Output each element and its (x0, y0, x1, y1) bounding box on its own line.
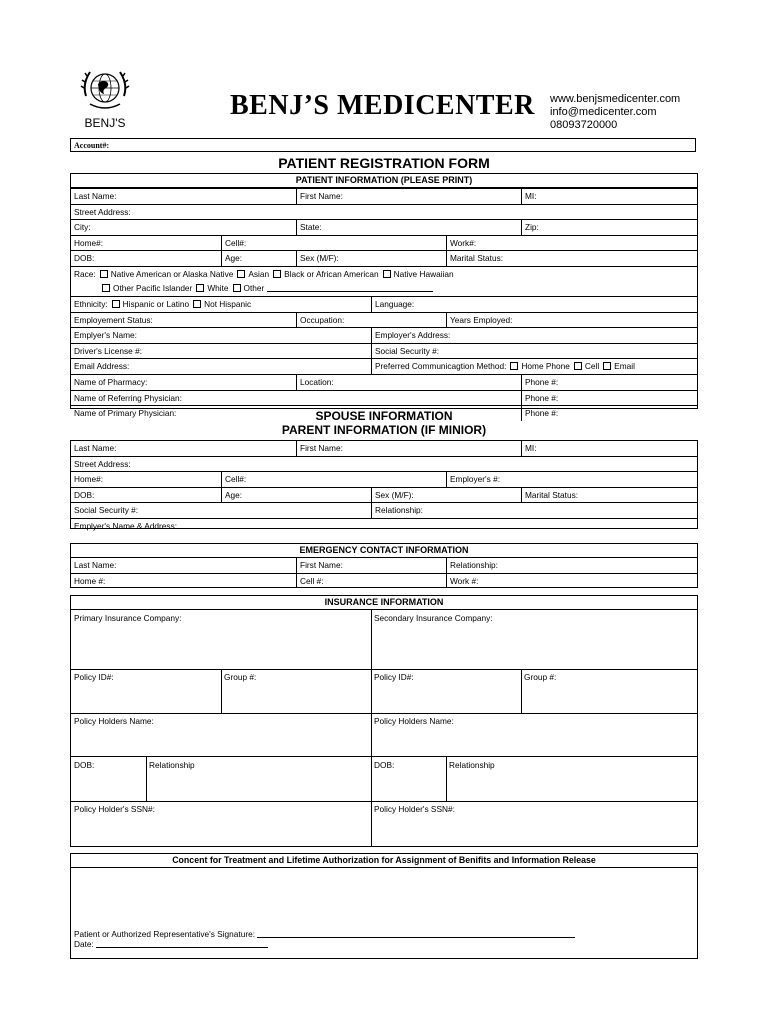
consent-section (70, 853, 698, 959)
patient-ssn[interactable]: Social Security #: (371, 344, 697, 359)
primary-holder-relationship[interactable]: Relationship (149, 760, 195, 770)
patient-email[interactable]: Email Address: (74, 361, 130, 372)
spouse-row-name (71, 441, 697, 456)
patient-location[interactable]: Location: (296, 375, 521, 390)
emergency-row-name (71, 558, 697, 573)
patient-occupation[interactable]: Occupation: (296, 313, 446, 328)
patient-age[interactable]: Age: (221, 251, 296, 266)
ethnicity-option-1: Not Hispanic (204, 298, 252, 309)
patient-years-employed[interactable]: Years Employed: (446, 313, 697, 328)
patient-sex[interactable]: Sex (M/F): (296, 251, 446, 266)
logo-text: BENJ'S (84, 116, 126, 130)
patient-employment[interactable]: Employement Status: (74, 314, 153, 325)
race-checkbox-2[interactable] (273, 270, 281, 278)
method-option-2: Email (614, 361, 635, 372)
spouse-row-dob (71, 487, 697, 503)
patient-mi[interactable]: MI: (521, 189, 697, 204)
primary-holders-name[interactable]: Policy Holders Name: (74, 716, 154, 726)
patient-dob[interactable]: DOB: (74, 253, 95, 264)
race-checkbox-1[interactable] (237, 270, 245, 278)
race-option-2: Black or African American (284, 268, 379, 279)
primary-group[interactable]: Group #: (224, 672, 257, 682)
patient-ethnicity (71, 297, 371, 312)
emergency-section (70, 543, 698, 588)
referring-phone[interactable]: Phone #: (521, 391, 697, 406)
patient-row-employment (71, 312, 697, 328)
spouse-first-name[interactable]: First Name: (296, 441, 521, 456)
pharmacy-phone[interactable]: Phone #: (521, 375, 697, 390)
secondary-holder-relationship[interactable]: Relationship (449, 760, 495, 770)
spouse-title: SPOUSE INFORMATION (315, 409, 453, 423)
primary-physician[interactable]: Name of Primary Physician: (74, 408, 177, 419)
method-checkbox-2[interactable] (603, 362, 611, 370)
patient-row-pharmacy (71, 374, 697, 390)
spouse-row-ssn (71, 502, 697, 518)
race-option-1: Asian (248, 268, 270, 279)
spouse-marital[interactable]: Marital Status: (521, 488, 697, 503)
preferred-method-label: Preferred Communicagtion Method: (375, 361, 507, 372)
patient-license[interactable]: Driver's License #: (74, 345, 142, 356)
patient-row-dob (71, 250, 697, 266)
spouse-sex[interactable]: Sex (M/F): (371, 488, 521, 503)
spouse-age[interactable]: Age: (221, 488, 371, 503)
consent-header: Concent for Treatment and Lifetime Authorization for Assignment of Benifits and Information Release (71, 854, 697, 868)
patient-row-ethnicity (71, 296, 697, 312)
spouse-section (70, 440, 698, 529)
secondary-holder-dob[interactable]: DOB: (374, 760, 395, 770)
patient-employer-address[interactable]: Employer's Address: (371, 328, 697, 343)
race-checkbox-4[interactable] (102, 284, 110, 292)
brand-name: BENJ’S MEDICENTER (230, 90, 535, 121)
patient-row-employer (71, 327, 697, 343)
spouse-relationship[interactable]: Relationship: (371, 503, 697, 518)
method-checkbox-1[interactable] (574, 362, 582, 370)
primary-insurance[interactable]: Primary Insurance Company: (74, 613, 182, 623)
primary-phone[interactable]: Phone #: (521, 406, 697, 421)
patient-marital[interactable]: Marital Status: (446, 251, 697, 266)
ethnicity-checkbox-0[interactable] (112, 300, 120, 308)
emergency-row-phones (71, 573, 697, 589)
patient-header: PATIENT INFORMATION (PLEASE PRINT) (71, 174, 697, 188)
spouse-cell[interactable]: Cell#: (221, 472, 446, 487)
spouse-ssn[interactable]: Social Security #: (74, 505, 139, 516)
ethnicity-label: Ethnicity: (74, 298, 108, 309)
spouse-row-phones (71, 471, 697, 487)
spouse-row-street (71, 456, 697, 472)
date-field[interactable] (96, 947, 268, 948)
secondary-policy-id[interactable]: Policy ID#: (374, 672, 414, 682)
race-label: Race: (74, 268, 96, 279)
race-option-5: White (207, 283, 229, 294)
contact-info (550, 93, 680, 132)
patient-row-referring (71, 390, 697, 406)
patient-street[interactable]: Street Address: (74, 206, 131, 217)
method-checkbox-0[interactable] (510, 362, 518, 370)
primary-holder-dob[interactable]: DOB: (74, 760, 95, 770)
race-checkbox-0[interactable] (100, 270, 108, 278)
parent-title: PARENT INFORMATION (IF MINIOR) (281, 423, 487, 437)
spouse-row-employer (71, 518, 697, 534)
spouse-employer[interactable]: Emplyer's Name & Address: (74, 520, 178, 531)
race-option-3: Native Hawaiian (393, 268, 454, 279)
form-title: PATIENT REGISTRATION FORM (278, 155, 490, 171)
patient-employer-name[interactable]: Emplyer's Name: (74, 330, 137, 341)
spouse-employer-no[interactable]: Employer's #: (446, 472, 697, 487)
secondary-insurance[interactable]: Secondary Insurance Company: (374, 613, 493, 623)
patient-home[interactable]: Home#: (74, 237, 104, 248)
patient-zip[interactable]: Zip: (521, 220, 697, 235)
patient-row-phones (71, 235, 697, 251)
race-checkbox-5[interactable] (196, 284, 204, 292)
emergency-header: EMERGENCY CONTACT INFORMATION (71, 544, 697, 558)
spouse-home[interactable]: Home#: (74, 474, 104, 485)
contact-email: info@medicenter.com (550, 106, 657, 118)
spouse-dob[interactable]: DOB: (74, 489, 95, 500)
ethnicity-option-0: Hispanic or Latino (122, 298, 190, 309)
globe-icon (78, 66, 132, 116)
date-line (71, 937, 268, 951)
spouse-street[interactable]: Street Address: (74, 458, 131, 469)
patient-cell[interactable]: Cell#: (221, 236, 446, 251)
emergency-home[interactable]: Home #: (74, 575, 106, 586)
insurance-section (70, 595, 698, 847)
insurance-header: INSURANCE INFORMATION (71, 596, 697, 610)
spouse-last-name[interactable]: Last Name: (74, 443, 117, 453)
emergency-first-name[interactable]: First Name: (296, 558, 446, 573)
signature-label: Patient or Authorized Representative's Signature: (74, 929, 255, 939)
race-option-4: Other Pacific Islander (113, 283, 193, 294)
patient-preferred-method (371, 359, 697, 374)
emergency-cell[interactable]: Cell #: (296, 574, 446, 589)
patient-last-name[interactable]: Last Name: (74, 191, 117, 201)
patient-row-city (71, 219, 697, 235)
website: www.benjsmedicenter.com (550, 93, 681, 105)
patient-row-license (71, 343, 697, 359)
race-option-6: Other (243, 283, 265, 294)
primary-policy-id[interactable]: Policy ID#: (74, 672, 114, 682)
referring-physician[interactable]: Name of Referring Physician: (74, 392, 182, 403)
date-label: Date: (74, 939, 94, 949)
patient-city[interactable]: City: (74, 222, 91, 233)
spouse-mi[interactable]: MI: (521, 441, 697, 456)
patient-row-street (71, 204, 697, 220)
logo (72, 66, 138, 134)
emergency-relationship[interactable]: Relationship: (446, 558, 697, 573)
patient-state[interactable]: State: (296, 220, 521, 235)
account-field[interactable]: Account#: (70, 138, 696, 152)
primary-holder-ssn[interactable]: Policy Holder's SSN#: (74, 804, 155, 814)
patient-race (71, 267, 697, 296)
method-option-1: Cell (584, 361, 600, 372)
emergency-work[interactable]: Work #: (446, 574, 697, 589)
contact-phone: 08093720000 (550, 119, 618, 131)
method-option-0: Home Phone (521, 361, 570, 372)
patient-row-name (71, 188, 697, 204)
race-option-0: Native American or Alaska Native (110, 268, 234, 279)
patient-language[interactable]: Language: (371, 297, 697, 312)
secondary-holder-ssn[interactable]: Policy Holder's SSN#: (374, 804, 455, 814)
race-checkbox-6[interactable] (233, 284, 241, 292)
ethnicity-checkbox-1[interactable] (193, 300, 201, 308)
secondary-group[interactable]: Group #: (524, 672, 557, 682)
patient-pharmacy[interactable]: Name of Pharmacy: (74, 376, 148, 387)
race-checkbox-3[interactable] (383, 270, 391, 278)
patient-row-race (71, 266, 697, 296)
race-other-line[interactable] (267, 291, 433, 292)
emergency-last-name[interactable]: Last Name: (74, 560, 117, 570)
signature-field[interactable] (257, 937, 575, 938)
secondary-holders-name[interactable]: Policy Holders Name: (374, 716, 454, 726)
patient-work[interactable]: Work#: (446, 236, 697, 251)
patient-first-name[interactable]: First Name: (296, 189, 521, 204)
patient-row-email (71, 358, 697, 374)
